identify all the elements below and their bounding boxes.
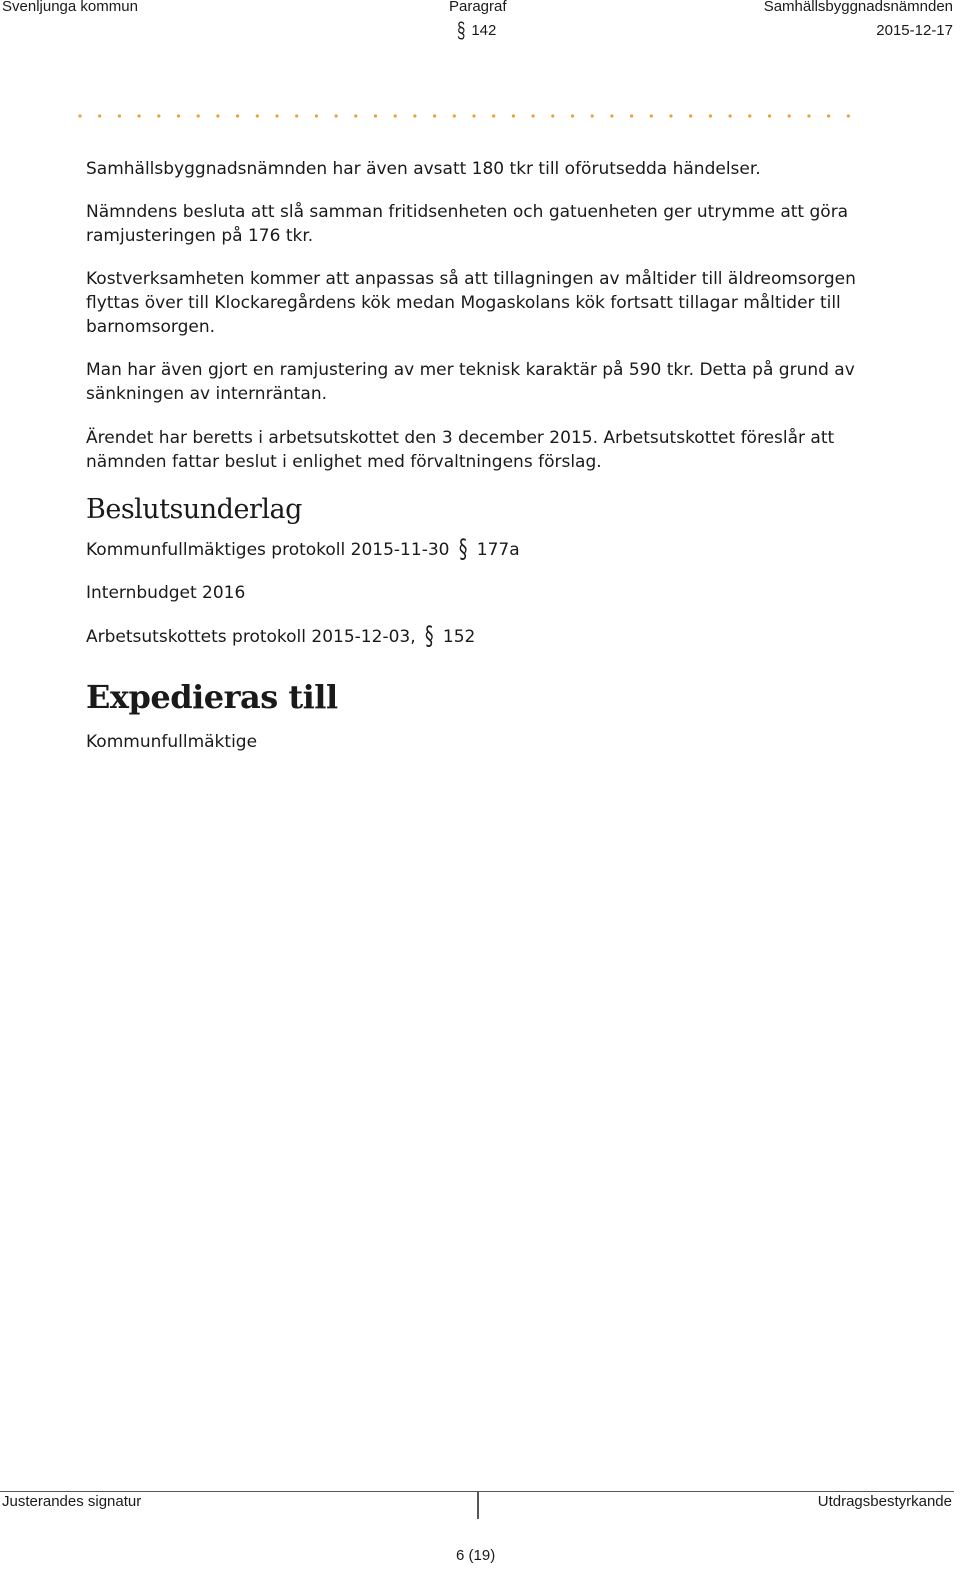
body-paragraph-5 — [86, 426, 886, 474]
separator-dot — [669, 114, 672, 117]
beslutsunderlag-item-1 — [86, 535, 886, 565]
separator-dot — [571, 114, 574, 117]
body-paragraph-1 — [86, 157, 886, 181]
paragraph-text: Man har även gjort en ramjustering av mer teknisk karaktär på 590 tkr. Detta på grund av sänkningen av internräntan. — [86, 360, 855, 404]
item-text: Internbudget 2016 — [86, 583, 246, 603]
separator-dot — [551, 114, 554, 117]
separator-dot — [807, 114, 810, 117]
dotted-separator — [78, 110, 878, 122]
body-paragraph-3 — [86, 267, 886, 339]
separator-dot — [472, 114, 475, 117]
paragraph-text: Kostverksamheten kommer att anpassas så att tillagningen av måltider till äldreomsorgen flyttas över till Klockaregårdens kök medan Mogaskolans kök fortsatt tillagar måltider till barnomsorgen. — [86, 269, 856, 337]
separator-dot — [512, 114, 515, 117]
separator-dot — [78, 114, 81, 117]
meeting-date: 2015-12-17 — [876, 22, 953, 39]
paragraph-text: Samhällsbyggnadsnämnden har även avsatt 180 tkr till oförutsedda händelser. — [86, 159, 761, 179]
separator-dot — [532, 114, 535, 117]
certification-label: Utdragsbestyrkande — [817, 1493, 952, 1510]
separator-dot — [216, 114, 219, 117]
separator-dot — [157, 114, 160, 117]
page-number: 6 (19) — [456, 1547, 496, 1564]
paragraph-symbol: § — [425, 622, 434, 652]
expedieras-heading: Expedieras till — [86, 678, 338, 716]
separator-dot — [650, 114, 653, 117]
paragraph-label: Paragraf — [449, 0, 507, 15]
separator-dot — [197, 114, 200, 117]
separator-dot — [591, 114, 594, 117]
footer-divider — [477, 1491, 479, 1519]
separator-dot — [275, 114, 278, 117]
separator-dot — [354, 114, 357, 117]
item-text: Kommunfullmäktiges protokoll 2015-11-30 — [86, 540, 450, 560]
separator-dot — [709, 114, 712, 117]
separator-dot — [315, 114, 318, 117]
expedieras-recipient — [86, 730, 886, 754]
separator-dot — [689, 114, 692, 117]
paragraph-symbol: § — [457, 17, 466, 44]
separator-dot — [374, 114, 377, 117]
separator-dot — [630, 114, 633, 117]
separator-dot — [118, 114, 121, 117]
item-number: 177a — [476, 540, 520, 560]
paragraph-text: Nämndens besluta att slå samman fritidsenheten och gatuenheten ger utrymme att göra ramjusteringen på 176 tkr. — [86, 202, 849, 246]
separator-dot — [729, 114, 732, 117]
paragraph-symbol: § — [458, 535, 468, 565]
separator-dot — [827, 114, 830, 117]
separator-dot — [748, 114, 751, 117]
separator-dot — [236, 114, 239, 117]
beslutsunderlag-item-3 — [86, 622, 886, 652]
paragraph-number — [457, 17, 497, 44]
board-name: Samhällsbyggnadsnämnden — [763, 0, 953, 15]
separator-dot — [492, 114, 495, 117]
separator-dot — [177, 114, 180, 117]
separator-dot — [768, 114, 771, 117]
separator-dot — [610, 114, 613, 117]
paragraph-number-value: 142 — [471, 22, 497, 39]
body-paragraph-4 — [86, 358, 886, 406]
separator-dot — [295, 114, 298, 117]
separator-dot — [847, 114, 850, 117]
separator-dot — [335, 114, 338, 117]
item-text: Arbetsutskottets protokoll 2015-12-03, — [86, 627, 416, 647]
separator-dot — [256, 114, 259, 117]
signature-label: Justerandes signatur — [2, 1493, 142, 1510]
separator-dot — [788, 114, 791, 117]
beslutsunderlag-item-2 — [86, 581, 886, 605]
body-paragraph-2 — [86, 200, 886, 248]
paragraph-text: Ärendet har beretts i arbetsutskottet den 3 december 2015. Arbetsutskottet föreslår att nämnden fattar beslut i enlighet med förvaltningens förslag. — [86, 428, 835, 472]
org-name: Svenljunga kommun — [2, 0, 138, 15]
recipient-text: Kommunfullmäktige — [86, 732, 258, 752]
beslutsunderlag-heading: Beslutsunderlag — [86, 494, 302, 525]
separator-dot — [433, 114, 436, 117]
separator-dot — [98, 114, 101, 117]
item-number: 152 — [442, 627, 476, 647]
separator-dot — [394, 114, 397, 117]
separator-dot — [453, 114, 456, 117]
separator-dot — [138, 114, 141, 117]
separator-dot — [413, 114, 416, 117]
